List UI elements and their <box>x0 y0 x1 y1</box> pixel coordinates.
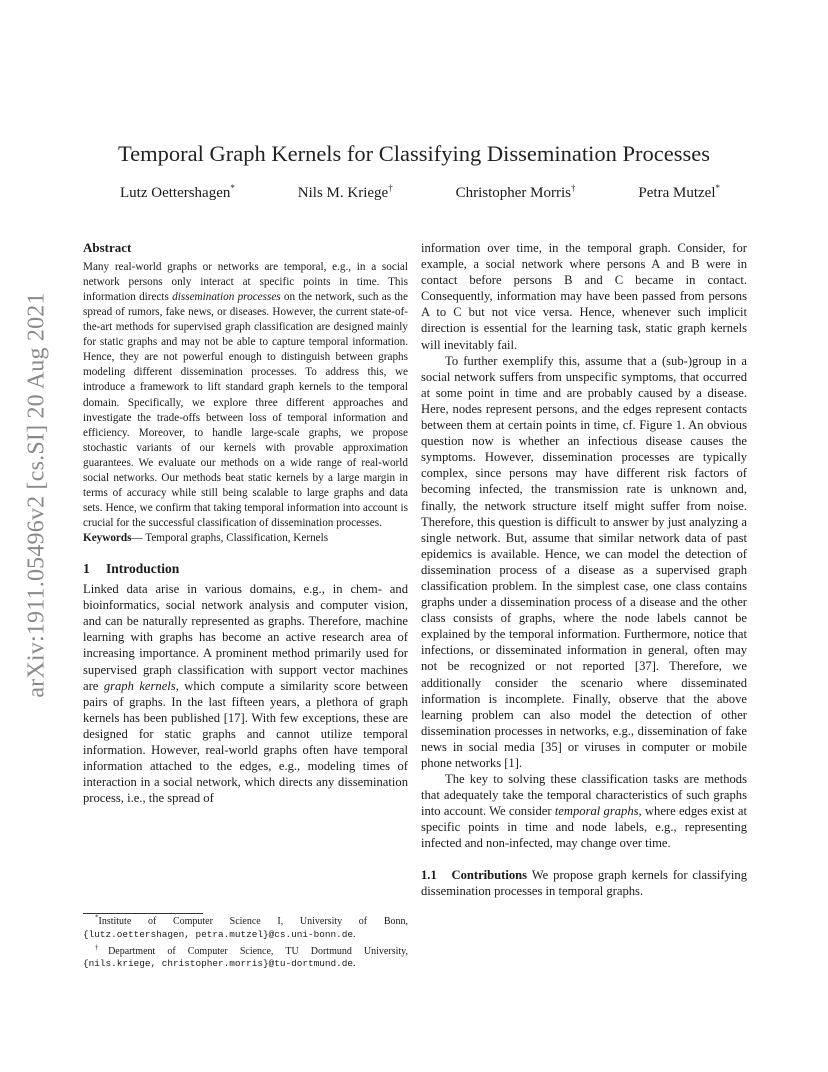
contributions-paragraph: 1.1 Contributions We propose graph kernels for classifying dissemination processes in temporal graphs. <box>421 867 747 898</box>
right-column <box>421 240 747 899</box>
subsection-heading-contributions: 1.1 Contributions <box>421 867 528 882</box>
abstract-text: Many real-world graphs or networks are temporal, e.g., in a social network persons only interact at specific points in time. This information directs dissemination processes on the network, such as the spread of rumors, fake news, or diseases. However, the current state-of-the-art methods for supervised graph classification are designed mainly for static graphs and may not be able to capture temporal information. Hence, they are not powerful enough to distinguish between graphs modeling different dissemination processes. To address this, we introduce a framework to lift standard graph kernels to the temporal domain. Specifically, we explore three different approaches and investigate the trade-offs between loss of temporal information and efficiency. Moreover, to handle large-scale graphs, we propose stochastic variants of our kernels with provable approximation guarantees. We evaluate our methods on a wide range of real-world social networks. Our methods beat static kernels by a large margin in terms of accuracy while still being scalable to large graphs and data sets. Hence, we confirm that taking temporal information into account is crucial for the successful classification of dissemination processes. <box>83 261 408 529</box>
keywords: Keywords— Temporal graphs, Classification, Kernels <box>83 531 329 544</box>
intro-paragraph-continued: information over time, in the temporal graph. Consider, for example, a social network where persons A and B were in contact before persons B and C became in contact. Consequently, information may have been passed from persons A to C but not vice versa. Hence, whenever such implicit direction is essential for the learning task, static graph kernels will inevitably fail. <box>421 241 747 352</box>
paper-title: Temporal Graph Kernels for Classifying Dissemination Processes <box>117 141 711 166</box>
footnote: *Institute of Computer Science I, University of Bonn, {lutz.oettershagen, petra.mutzel}@cs.uni-bonn.de. <box>83 913 408 940</box>
arxiv-identifier-stamp <box>22 292 52 698</box>
author: Lutz Oettershagen* <box>120 183 235 201</box>
author-list <box>120 185 720 202</box>
footnotes <box>83 913 408 975</box>
author: Christopher Morris† <box>455 183 576 201</box>
intro-paragraph: Linked data arise in various domains, e.g., in chem- and bioinformatics, social network analysis and computer vision, and can be naturally represented as graphs. Therefore, machine learning with graphs has become an active research area of increasing importance. A prominent method primarily used for supervised graph classification with support vector machines are graph kernels, which compute a similarity score between pairs of graphs. In the last fifteen years, a plethora of graph kernels has been published [17]. With few exceptions, these are designed for static graphs and cannot utilize temporal information. However, real-world graphs often have temporal information attached to the edges, e.g., modeling times of interaction in a social network, which directs any dissemination process, i.e., the spread of <box>83 582 408 806</box>
author: Nils M. Kriege† <box>297 183 393 201</box>
footnote-rule <box>83 913 203 914</box>
left-column <box>83 240 408 806</box>
author: Petra Mutzel* <box>638 183 720 201</box>
arxiv-id-text: arXiv:1911.05496v2 [cs.SI] 20 Aug 2021 <box>23 292 50 698</box>
intro-paragraph: The key to solving these classification tasks are methods that adequately take the temporal characteristics of such graphs into account. We consider temporal graphs, where edges exist at specific points in time and node labels, e.g., representing infected and non-infected, may change over time. <box>421 772 747 851</box>
footnote: †Department of Computer Science, TU Dortmund University, {nils.kriege, christopher.morris}@tu-dortmund.de. <box>83 943 408 970</box>
intro-paragraph: To further exemplify this, assume that a (sub-)group in a social network suffers from unspecific symptoms, that occurred at some point in time and are probably caused by a disease. Here, nodes represent persons, and the edges represent contacts between them at certain points in time, cf. Figure 1. An obvious question now is whether an infectious disease causes the symptoms. However, dissemination processes are typically complex, since persons may have different risk factors of becoming infected, the transmission rate is unknown and, finally, the network structure itself might suffer from noise. Therefore, this question is difficult to answer by just analyzing a single network. But, assume that similar network data of past epidemics is available. Hence, we can model the detection of dissemination process of a disease as a supervised graph classification problem. In the simplest case, one class contains graphs under a dissemination process of a disease and the other class consists of graphs, where the node labels cannot be explained by the temporal information. Furthermore, notice that infections, or disseminated information in general, often may not be recognized or not reported [37]. Therefore, we additionally consider the scenario where disseminated information is incomplete. Finally, observe that the above learning problem can also model the detection of other dissemination processes in networks, e.g., dissemination of fake news in social media [35] or viruses in computer or mobile phone networks [1]. <box>421 353 747 770</box>
section-heading-introduction: 1 Introduction <box>83 560 180 576</box>
abstract-heading: Abstract <box>83 240 132 255</box>
